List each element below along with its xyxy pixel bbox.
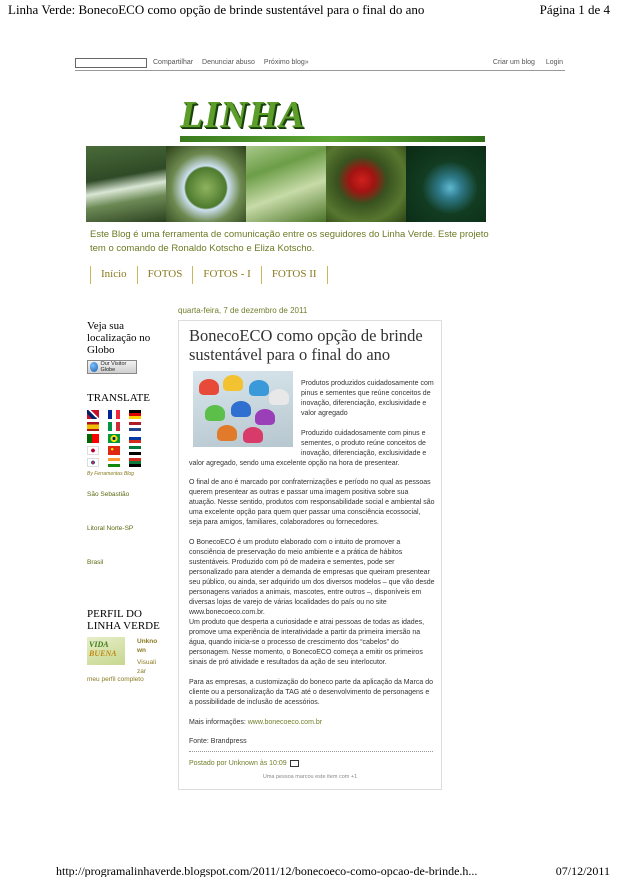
product-cap-shape: [205, 405, 225, 421]
more-info-line: [189, 718, 435, 728]
print-url: http://programalinhaverde.blogspot.com/2011/12/bonecoeco-como-opcao-de-brinde.h...: [56, 864, 478, 877]
profile-block: [87, 637, 169, 676]
banner-globe-image: [166, 146, 246, 222]
header-banner-image: [86, 146, 486, 222]
plus-one-count: Uma pessoa marcou este item com +1: [262, 774, 358, 780]
flag-arabic-icon[interactable]: [129, 446, 141, 455]
flag-india-icon[interactable]: [108, 458, 120, 467]
product-cap-shape: [269, 389, 289, 405]
blogger-navbar: [75, 57, 565, 71]
flag-china-icon[interactable]: [108, 446, 120, 455]
post-source: Fonte: Brandpress: [189, 738, 247, 745]
post-paragraph-1: Produtos produzidos cuidadosamente com pinus e sementes que reúne conceitos de inovação, diferenciação, exclusividade e valor agregado: [301, 380, 434, 417]
flag-italy-icon[interactable]: [108, 422, 120, 431]
more-info-link[interactable]: www.bonecoeco.com.br: [247, 719, 323, 726]
visitor-globe-label: Our Visitor Globe: [100, 361, 127, 373]
more-info-label: Mais informações:: [189, 719, 246, 726]
email-post-icon[interactable]: [290, 760, 299, 767]
post-date: quarta-feira, 7 de dezembro de 2011: [178, 306, 308, 315]
banner-waterfall-image: [86, 146, 166, 222]
profile-heading: PERFIL DO LINHA VERDE: [87, 608, 160, 632]
banner-fish-image: [406, 146, 486, 222]
bonecoeco-product-image[interactable]: [193, 371, 293, 447]
print-page-title: Linha Verde: BonecoECO como opção de brinde sustentável para o final do ano: [8, 2, 425, 17]
flag-japan-icon[interactable]: [87, 446, 99, 455]
print-page-number: Página 1 de 4: [539, 2, 610, 17]
banner-bird-image: [246, 146, 326, 222]
ferramentas-credit[interactable]: By Ferramentas Blog: [87, 471, 134, 477]
print-date: 07/12/2011: [555, 864, 610, 877]
post-paragraph-2b: valor agregado, sendo uma excelente opção na hora de presentear.: [189, 460, 400, 467]
flag-spain-icon[interactable]: [87, 422, 99, 431]
visitor-globe-button[interactable]: [87, 360, 137, 374]
flag-russia-icon[interactable]: [129, 434, 141, 443]
flag-other-icon[interactable]: [129, 458, 141, 467]
product-cap-shape: [217, 425, 237, 441]
link-sao-sebastiao[interactable]: São Sebastião: [87, 491, 130, 498]
blog-post: [178, 320, 442, 790]
print-header: [8, 2, 610, 20]
flag-uk-icon[interactable]: [87, 410, 99, 419]
link-litoral-norte[interactable]: Litoral Norte-SP: [87, 525, 134, 532]
flag-netherlands-icon[interactable]: [129, 422, 141, 431]
blog-logo[interactable]: LINHA: [180, 94, 304, 136]
flag-portugal-icon[interactable]: [87, 434, 99, 443]
link-brasil[interactable]: Brasil: [87, 559, 104, 566]
tab-inicio[interactable]: Início: [90, 266, 137, 284]
avatar-label-vida: VIDA: [89, 640, 109, 649]
avatar-label-buena: BUENA: [89, 649, 117, 658]
globe-heading: Veja sua localização no Globo: [87, 320, 151, 356]
tab-fotos[interactable]: FOTOS: [137, 266, 193, 284]
create-blog-link[interactable]: Criar um blog: [492, 59, 535, 66]
banner-red-bird-image: [326, 146, 406, 222]
product-cap-shape: [249, 380, 269, 396]
full-profile-link[interactable]: meu perfil completo: [87, 676, 144, 683]
profile-name[interactable]: Unknown: [137, 638, 158, 654]
post-divider: [189, 751, 433, 752]
page-tabs: [90, 266, 328, 284]
post-paragraph-6: Para as empresas, a customização do boneco parte da aplicação da Marca do cliente ou a personalização da TAG até o desenvolvimento de personagens e a possibilidade de inclusão de acessórios.: [189, 679, 433, 706]
login-link[interactable]: Login: [545, 59, 563, 66]
post-paragraph-2a: Produzido cuidadosamente com pinus e sementes, o produto reúne conceitos de inovação, diferenciação, exclusividade e: [301, 430, 427, 457]
translate-heading: TRANSLATE: [87, 392, 150, 404]
post-paragraph-5: Um produto que desperta a curiosidade e atrai pessoas de todas as idades, promove uma experiência de interatividade a partir da primeira imersão na água, quando inicia-se o processo de crescimento dos “cabelos” do personagem. Nesse momento, o BonecoECO começa a emitir os primeiros sinais de pró atividade e resultados da ação de seu interlocutor.: [189, 619, 425, 666]
product-cap-shape: [231, 401, 251, 417]
globe-icon: [90, 362, 98, 372]
profile-view-link[interactable]: Visualizar: [137, 659, 157, 675]
next-blog-link[interactable]: Próximo blog»: [263, 59, 309, 66]
report-abuse-link[interactable]: Denunciar abuso: [202, 59, 255, 66]
product-cap-shape: [243, 427, 263, 443]
post-paragraph-4: O BonecoECO é um produto elaborado com o intuito de promover a consciência de preservação do meio ambiente e a prática de hábitos sustentáveis. Produzido com pó de madeira e sementes, pode ser personalizado para atender a demanda de empresas que queiram presentear seu público, ou ainda, ser adquirido um dos diversos modelos – que vão desde personagens variados a animais, mascotes, entre outros –, disponíveis em diversas lojas de varejo de várias localidades do país ou no site www.bonecoeco.com.br.: [189, 539, 435, 616]
product-cap-shape: [255, 409, 275, 425]
translate-flags: [87, 410, 169, 467]
flag-germany-icon[interactable]: [129, 410, 141, 419]
tab-fotos-i[interactable]: FOTOS - I: [192, 266, 260, 284]
product-cap-shape: [199, 379, 219, 395]
logo-underline: [180, 136, 485, 142]
print-footer: [56, 864, 610, 877]
sidebar: [87, 320, 169, 683]
post-paragraph-3: O final de ano é marcado por confraternizações e período no qual as pessoas querem presentear as outras e passar uma imagem positiva sobre sua atuação. Nesse sentido, produtos com responsabilidade social e ambiental são uma excelente opção para quem quer passar uma consciência ecossocial, seja para amigos, familiares, colaboradores ou fornecedores.: [189, 479, 435, 526]
navbar-search-input[interactable]: [75, 58, 147, 68]
posted-by-link[interactable]: Postado por Unknown às 10:09: [189, 760, 287, 767]
tab-fotos-ii[interactable]: FOTOS II: [261, 266, 328, 284]
profile-avatar[interactable]: [87, 637, 125, 665]
post-title[interactable]: BonecoECO como opção de brinde sustentável para o final do ano: [189, 326, 423, 364]
flag-brazil-icon[interactable]: [108, 434, 120, 443]
product-cap-shape: [223, 375, 243, 391]
flag-france-icon[interactable]: [108, 410, 120, 419]
share-link[interactable]: Compartilhar: [153, 59, 194, 66]
blog-description: Este Blog é uma ferramenta de comunicação entre os seguidores do Linha Verde. Este projeto tem o comando de Ronaldo Kotscho e Eliza Kotscho.: [90, 229, 489, 254]
flag-korea-icon[interactable]: [87, 458, 99, 467]
